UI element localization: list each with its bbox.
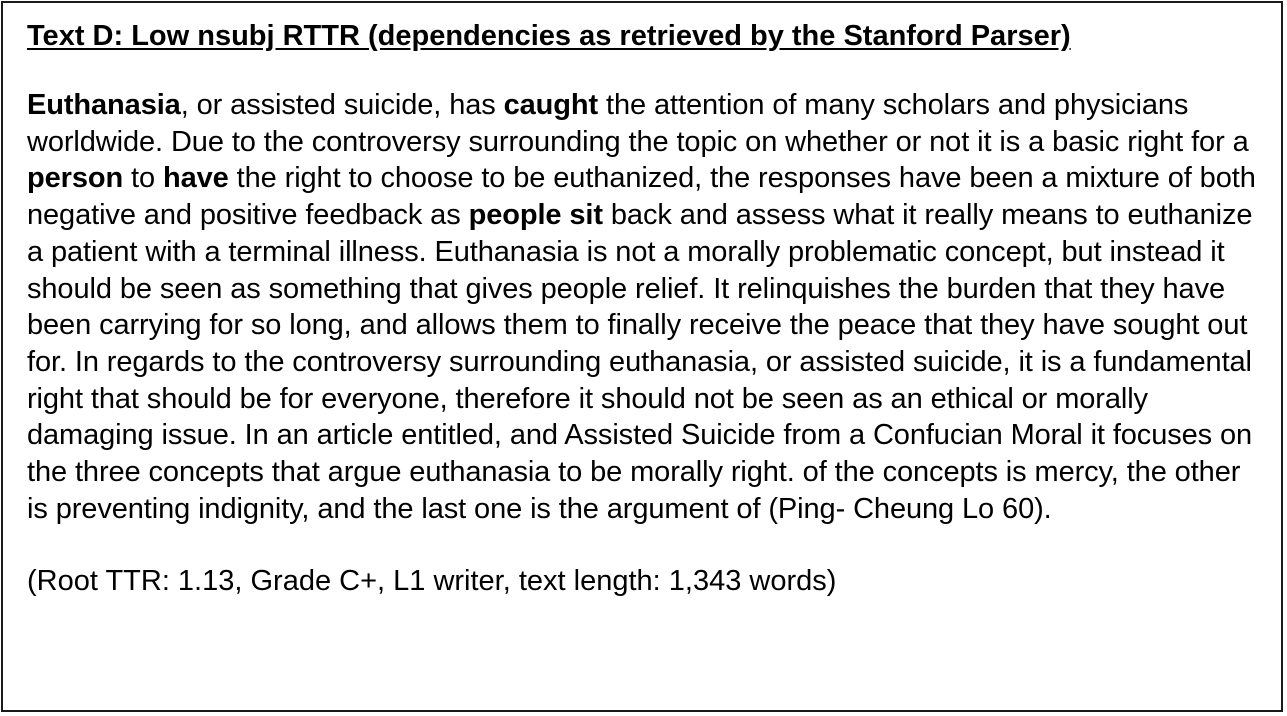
text-run: to [123, 162, 163, 195]
bold-word: Euthanasia [27, 89, 181, 121]
text-box-frame [1, 1, 1283, 712]
essay-paragraph [27, 87, 1267, 527]
bold-word: person [27, 162, 124, 195]
bold-word: have [163, 162, 229, 195]
text-run: the right to choose to be euthanized, the responses have been a mixture of both negative and positive feedback as [27, 162, 1256, 232]
bold-word: people sit [468, 199, 603, 232]
document-title: Text D: Low nsubj RTTR (dependencies as retrieved by the Stanford Parser) [27, 20, 1071, 52]
summary-line: (Root TTR: 1.13, Grade C+, L1 writer, text length: 1,343 words) [27, 565, 837, 598]
bold-word: caught [503, 89, 599, 121]
text-run: the attention of many scholars and physicians worldwide. Due to the controversy surrounding the topic on whether or not it is a basic right for a [27, 89, 1249, 158]
text-run: , or assisted suicide, has [180, 89, 504, 121]
text-run: back and assess what it really means to euthanize a patient with a terminal illness. Euthanasia is not a morally problematic concept, but instead it should be seen as something that gives people relief. It relinquishes the burden that they have been carrying for so long, and allows them to finally receive the peace that they have sought out for. In regards to the controversy surrounding euthanasia, or assisted suicide, it is a fundamental right that should be for everyone, therefore it should not be seen as an ethical or morally damaging issue. In an article entitled, and Assisted Suicide from a Confucian Moral it focuses on the three concepts that argue euthanasia to be morally right. of the concepts is mercy, the other is preventing indignity, and the last one is the argument of (Ping- Cheung Lo 60). [27, 199, 1253, 525]
text-box-content [27, 17, 1267, 599]
